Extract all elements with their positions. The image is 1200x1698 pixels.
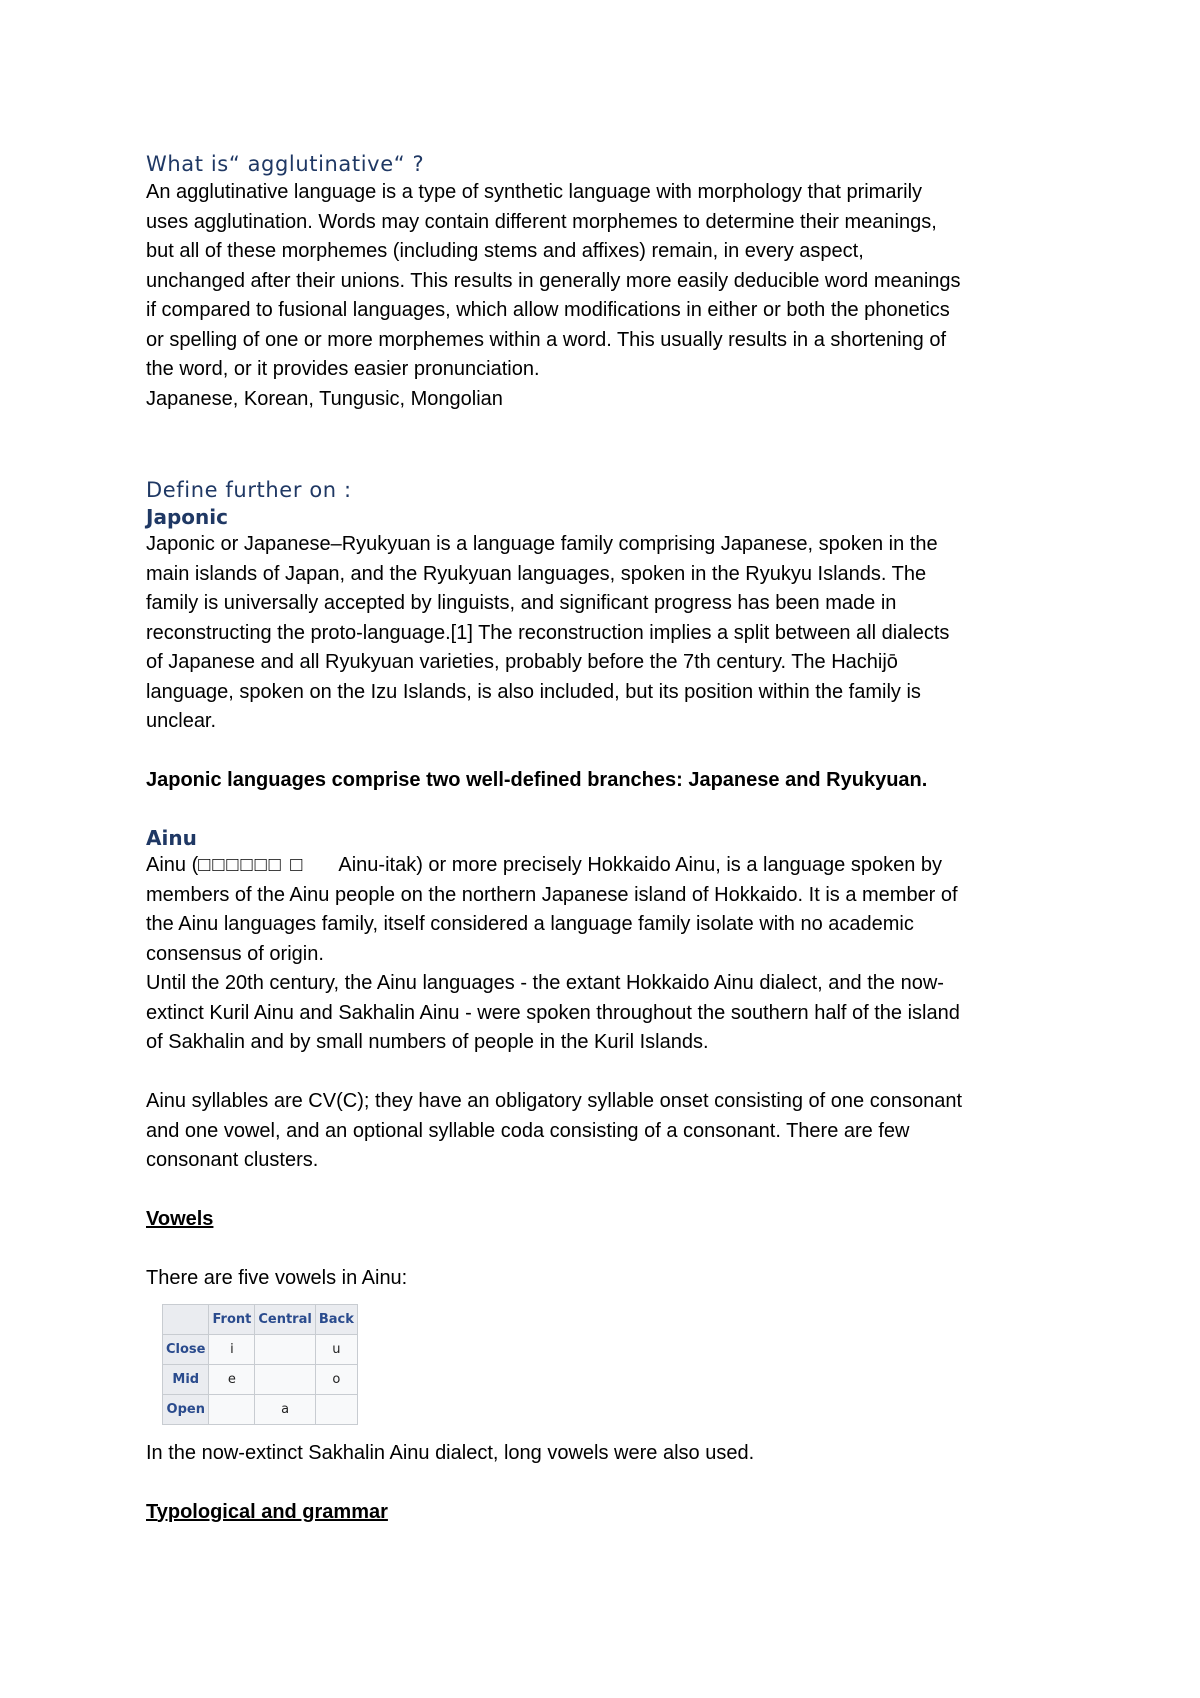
table-cell — [255, 1334, 315, 1364]
paragraph-line: reconstructing the proto-language.[1] The reconstruction implies a split between all dialects — [146, 621, 950, 644]
subheading-ainu: Ainu — [146, 826, 197, 850]
paragraph-line: Until the 20th century, the Ainu languages - the extant Hokkaido Ainu dialect, and the now- — [146, 972, 944, 994]
paragraph-line: or spelling of one or more morphemes within a word. This usually results in a shortening of — [146, 328, 947, 351]
japonic-paragraph — [146, 530, 1066, 737]
paragraph-line: of Japanese and all Ryukyuan varieties, probably before the 7th century. The Hachijō — [146, 651, 898, 673]
table-cell — [255, 1364, 315, 1394]
paragraph-line: unclear. — [146, 710, 217, 732]
japonic-branches: Japonic languages comprise two well-defined branches: Japanese and Ryukyuan. — [146, 769, 928, 791]
ainu-line-end: Ainu-itak) or more precisely Hokkaido Ainu, is a language spoken by — [338, 854, 943, 876]
column-header: Back — [315, 1304, 357, 1334]
paragraph-line: family is universally accepted by linguists, and significant progress has been made in — [146, 592, 897, 614]
row-header: Mid — [163, 1364, 209, 1394]
paragraph-line: of Sakhalin and by small numbers of people in the Kuril Islands. — [146, 1031, 709, 1053]
table-row — [163, 1394, 358, 1424]
row-header: Close — [163, 1334, 209, 1364]
table-cell: o — [315, 1364, 357, 1394]
paragraph-line: Japonic or Japanese–Ryukyuan is a language family comprising Japanese, spoken in the — [146, 533, 938, 555]
vowel-table — [162, 1304, 358, 1425]
table-corner — [163, 1304, 209, 1334]
table-cell: u — [315, 1334, 357, 1364]
syllables-paragraph — [146, 1087, 1066, 1176]
paragraph-line: the word, or it provides easier pronunciation. — [146, 358, 540, 380]
paragraph-line: extinct Kuril Ainu and Sakhalin Ainu - were spoken throughout the southern half of the island — [146, 1001, 960, 1024]
column-header: Central — [255, 1304, 315, 1334]
agglutinative-paragraph — [146, 178, 1066, 414]
paragraph-line: consonant clusters. — [146, 1149, 319, 1171]
subheading-japonic: Japonic — [146, 505, 228, 529]
subheading-typological: Typological and grammar — [146, 1500, 388, 1523]
row-header: Open — [163, 1394, 209, 1424]
table-cell — [209, 1394, 255, 1424]
table-cell: a — [255, 1394, 315, 1424]
paragraph-line: uses agglutination. Words may contain different morphemes to determine their meanings, — [146, 210, 937, 233]
paragraph-line: the Ainu languages family, itself considered a language family isolate with no academic — [146, 913, 914, 935]
paragraph-line: members of the Ainu people on the northern Japanese island of Hokkaido. It is a member of — [146, 883, 958, 906]
paragraph-line: unchanged after their unions. This results in generally more easily deducible word meanings — [146, 269, 961, 292]
examples-line: Japanese, Korean, Tungusic, Mongolian — [146, 387, 503, 410]
ainu-line-start: Ainu ( — [146, 854, 199, 876]
paragraph-line — [146, 851, 1066, 881]
paragraph-line: and one vowel, and an optional syllable coda consisting of a consonant. There are few — [146, 1119, 910, 1142]
vowels-intro: There are five vowels in Ainu: — [146, 1267, 408, 1289]
table-cell: i — [209, 1334, 255, 1364]
document-page — [146, 150, 1066, 1527]
heading-define-further: Define further on : — [146, 478, 352, 502]
paragraph-line: language, spoken on the Izu Islands, is also included, but its position within the family is — [146, 680, 921, 703]
table-cell: e — [209, 1364, 255, 1394]
subheading-vowels: Vowels — [146, 1208, 214, 1230]
ainu-script-text: □□□□□□ □ — [198, 854, 305, 876]
ainu-paragraph — [146, 851, 1066, 1058]
column-header: Front — [209, 1304, 255, 1334]
paragraph-line: but all of these morphemes (including stems and affixes) remain, in every aspect, — [146, 240, 864, 262]
vowels-note: In the now-extinct Sakhalin Ainu dialect, long vowels were also used. — [146, 1441, 755, 1464]
table-header-row — [163, 1304, 358, 1334]
table-cell — [315, 1394, 357, 1424]
paragraph-line: if compared to fusional languages, which allow modifications in either or both the phonetics — [146, 299, 950, 321]
paragraph-line: An agglutinative language is a type of synthetic language with morphology that primarily — [146, 181, 923, 203]
paragraph-line: main islands of Japan, and the Ryukyuan languages, spoken in the Ryukyu Islands. The — [146, 562, 927, 585]
table-row — [163, 1334, 358, 1364]
paragraph-line: Ainu syllables are CV(C); they have an obligatory syllable onset consisting of one consonant — [146, 1090, 963, 1112]
heading-agglutinative: What is“ agglutinative“ ? — [146, 152, 425, 176]
table-row — [163, 1364, 358, 1394]
paragraph-line: consensus of origin. — [146, 942, 324, 965]
